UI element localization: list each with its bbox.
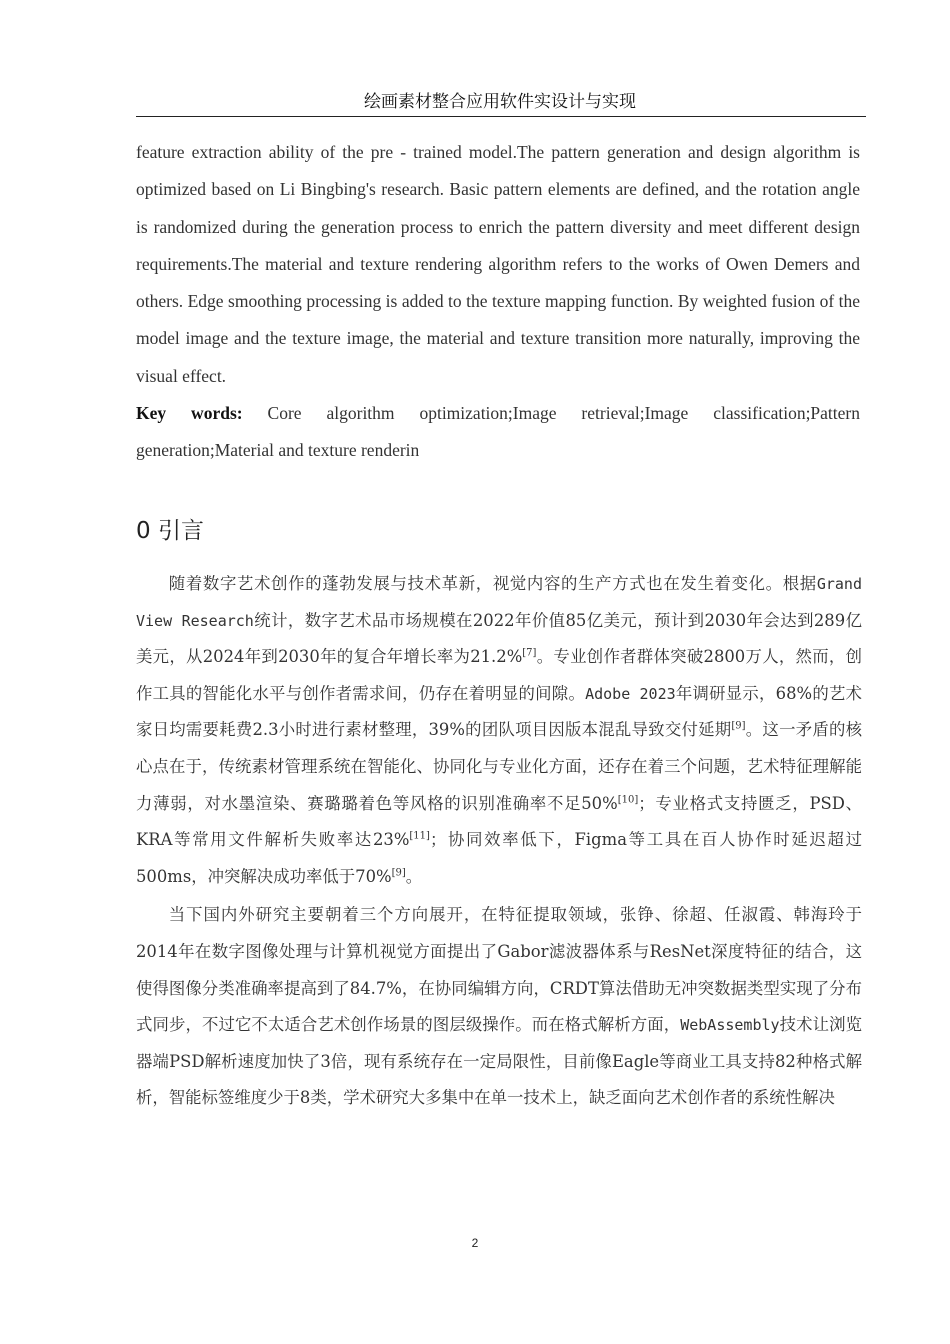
- text-run: 。这一矛盾的核心点在于，传统素材管理系统在智能化、协同化与专业化方面，还存在着三个问题，艺术特征理解能力薄弱，对水墨渲染、赛璐璐着色等风格的识别准确率不足50%: [136, 720, 863, 813]
- text-run: ；协同效率低下，Figma等工具在百人协作时延迟超过500ms，冲突解决成功率低于70%: [136, 830, 862, 886]
- citation: [9]: [731, 720, 746, 732]
- citation: [10]: [617, 794, 639, 806]
- keywords-label: Key words:: [136, 403, 243, 424]
- text-run: 随着数字艺术创作的蓬勃发展与技术革新，视觉内容的生产方式也在发生着变化。根据: [168, 574, 817, 593]
- text-run: 技术让浏览器端PSD解析速度加快了3倍，现有系统存在一定局限性，目前像Eagle等商业工具支持82种格式解析，智能标签维度少于8类，学术研究大多集中在单一技术上，缺乏面向艺术创作者的系统性解决: [136, 1015, 863, 1108]
- text-run: 统计，数字艺术品市场规模在2022年价值85亿美元，预计到2030年会达到289亿美元，从2024年到2030年的复合年增长率为21.2%: [136, 610, 862, 667]
- text-run: Adobe 2023: [585, 684, 676, 703]
- text-run: Grand View Research: [136, 575, 862, 630]
- citation: [7]: [522, 647, 537, 659]
- text-run: WebAssembly: [680, 1016, 780, 1035]
- text-run: ；专业格式支持匮乏，PSD、KRA等常用文件解析失败率达23%: [136, 793, 862, 850]
- keywords-line: [136, 395, 860, 470]
- text-run: 年调研显示，68%的艺术家日均需要耗费2.3小时进行素材整理，39%的团队项目因版本混乱导致交付延期: [136, 683, 863, 740]
- keywords-text: Core algorithm optimization;Image retrieval;Image classification;Pattern generation;Material and texture renderin: [136, 403, 861, 461]
- citation: [9]: [391, 867, 406, 879]
- running-header: 绘画素材整合应用软件实设计与实现: [364, 92, 636, 112]
- paragraph-2: [136, 897, 862, 1117]
- page-number: 2: [471, 1236, 479, 1250]
- paragraph-1: [136, 566, 862, 895]
- english-abstract: [136, 134, 860, 470]
- citation: [11]: [409, 830, 430, 842]
- abstract-paragraph: feature extraction ability of the pre - trained model.The pattern generation and design algorithm is optimized based on Li Bingbing's research. Basic pattern elements are defined, and the rotation angle is randomized during the generation process to enrich the pattern diversity and meet different design requirements.The material and texture rendering algorithm refers to the works of Owen Demers and others. Edge smoothing processing is added to the texture mapping function. By weighted fusion of the model image and the texture image, the material and texture transition more naturally, improving the visual effect.: [136, 142, 860, 386]
- text-run: 当下国内外研究主要朝着三个方向展开，在特征提取领域，张铮、徐超、任淑霞、韩海玲于2014年在数字图像处理与计算机视觉方面提出了Gabor滤波器体系与ResNet深度特征的结合，这使得图像分类准确率提高到了84.7%，在协同编辑方向，CRDT算法借助无冲突数据类型实现了分布式同步，不过它不太适合艺术创作场景的图层级操作。而在格式解析方面，: [136, 905, 862, 1035]
- section-heading: 0 引言: [136, 518, 204, 544]
- text-run: 。专业创作者群体突破2800万人，然而，创作工具的智能化水平与创作者需求间，仍存在着明显的间隙。: [136, 647, 862, 703]
- introduction-body: [136, 566, 862, 1117]
- header-rule: [136, 116, 866, 117]
- text-run: 。: [405, 866, 423, 886]
